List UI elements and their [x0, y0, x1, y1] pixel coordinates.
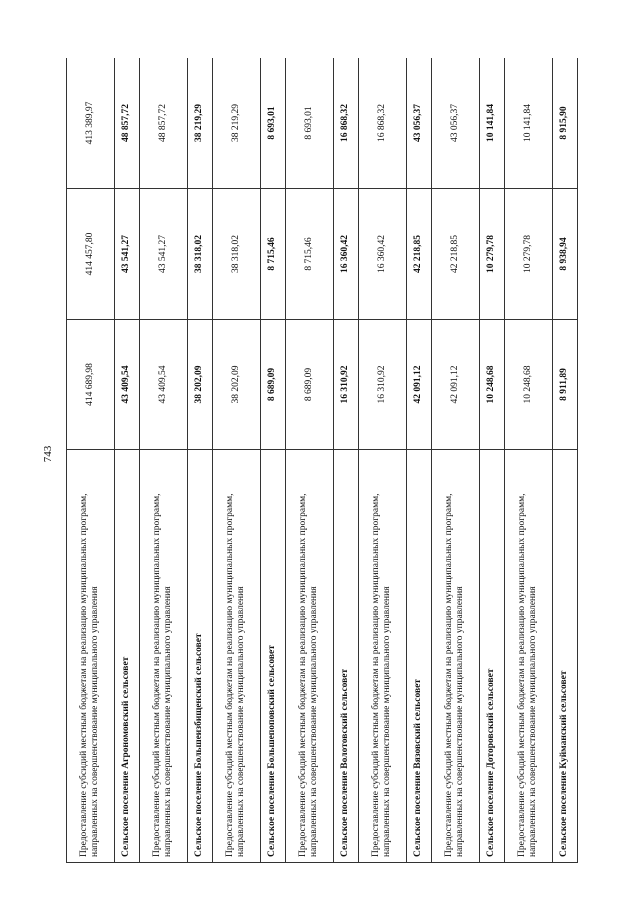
value-cell-1: 8 689,09: [285, 320, 333, 450]
value-cell-3: 48 857,72: [139, 58, 187, 189]
item-description-cell: Предоставление субсидий местным бюджетам на реализацию муниципальных программ, направленных на совершенствование муниципального управления: [504, 450, 552, 863]
value-cell-1: 10 248,68: [504, 320, 552, 450]
settlement-header-row: [406, 58, 431, 863]
value-cell-3: 8 693,01: [285, 58, 333, 189]
value-cell-1: 414 689,98: [67, 320, 115, 450]
table-body: [67, 58, 578, 863]
value-cell-1: 38 202,09: [187, 320, 212, 450]
item-description-cell: Предоставление субсидий местным бюджетам на реализацию муниципальных программ, направленных на совершенствование муниципального управления: [139, 450, 187, 863]
value-cell-3: 10 141,84: [504, 58, 552, 189]
page-number: 743: [42, 445, 54, 463]
subsidy-item-row: [504, 58, 552, 863]
item-description-cell: Предоставление субсидий местным бюджетам на реализацию муниципальных программ, направленных на совершенствование муниципального управления: [431, 450, 479, 863]
value-cell-2: 16 360,42: [333, 189, 358, 320]
settlement-header-row: [114, 58, 139, 863]
value-cell-2: 42 218,85: [431, 189, 479, 320]
settlement-name-cell: Сельское поселение Большепоповский сельсовет: [260, 450, 285, 863]
subsidy-item-row: [67, 58, 115, 863]
value-cell-2: 43 541,27: [139, 189, 187, 320]
subsidy-item-row: [212, 58, 260, 863]
value-cell-3: 43 056,37: [431, 58, 479, 189]
settlement-header-row: [333, 58, 358, 863]
value-cell-1: 43 409,54: [114, 320, 139, 450]
value-cell-2: 10 279,78: [479, 189, 504, 320]
subsidy-item-row: [358, 58, 406, 863]
settlement-header-row: [479, 58, 504, 863]
value-cell-2: 10 279,78: [504, 189, 552, 320]
value-cell-1: 38 202,09: [212, 320, 260, 450]
settlement-name-cell: Сельское поселение Волотовский сельсовет: [333, 450, 358, 863]
item-description-cell: Предоставление субсидий местным бюджетам на реализацию муниципальных программ, направленных на совершенствование муниципального управления: [212, 450, 260, 863]
value-cell-1: 8 911,89: [552, 320, 577, 450]
budget-table: [66, 58, 578, 863]
value-cell-1: 8 689,09: [260, 320, 285, 450]
value-cell-3: 38 219,29: [212, 58, 260, 189]
settlement-name-cell: Сельское поселение Вязовский сельсовет: [406, 450, 431, 863]
subsidy-item-row: [139, 58, 187, 863]
value-cell-3: 8 915,90: [552, 58, 577, 189]
value-cell-2: 8 715,46: [285, 189, 333, 320]
value-cell-3: 38 219,29: [187, 58, 212, 189]
value-cell-3: 8 693,01: [260, 58, 285, 189]
value-cell-2: 414 457,80: [67, 189, 115, 320]
settlement-header-row: [260, 58, 285, 863]
subsidy-item-row: [431, 58, 479, 863]
settlement-name-cell: Сельское поселение Большеизбищенский сельсовет: [187, 450, 212, 863]
value-cell-1: 42 091,12: [431, 320, 479, 450]
settlement-name-cell: Сельское поселение Доторовский сельсовет: [479, 450, 504, 863]
settlement-name-cell: Сельское поселение Агрономовский сельсовет: [114, 450, 139, 863]
settlement-name-cell: Сельское поселение Куйманский сельсовет: [552, 450, 577, 863]
settlement-header-row: [187, 58, 212, 863]
value-cell-2: 43 541,27: [114, 189, 139, 320]
value-cell-3: 16 868,32: [358, 58, 406, 189]
value-cell-2: 42 218,85: [406, 189, 431, 320]
value-cell-1: 10 248,68: [479, 320, 504, 450]
item-description-cell: Предоставление субсидий местным бюджетам на реализацию муниципальных программ, направленных на совершенствование муниципального управления: [285, 450, 333, 863]
value-cell-2: 8 938,94: [552, 189, 577, 320]
value-cell-2: 16 360,42: [358, 189, 406, 320]
item-description-cell: Предоставление субсидий местным бюджетам на реализацию муниципальных программ, направленных на совершенствование муниципального управления: [67, 450, 115, 863]
settlement-header-row: [552, 58, 577, 863]
value-cell-1: 16 310,92: [358, 320, 406, 450]
value-cell-3: 43 056,37: [406, 58, 431, 189]
value-cell-3: 10 141,84: [479, 58, 504, 189]
table-container: [66, 58, 578, 863]
value-cell-3: 413 389,97: [67, 58, 115, 189]
value-cell-1: 16 310,92: [333, 320, 358, 450]
rotated-table-frame: [66, 58, 578, 863]
value-cell-3: 16 868,32: [333, 58, 358, 189]
value-cell-3: 48 857,72: [114, 58, 139, 189]
subsidy-item-row: [285, 58, 333, 863]
value-cell-1: 42 091,12: [406, 320, 431, 450]
item-description-cell: Предоставление субсидий местным бюджетам на реализацию муниципальных программ, направленных на совершенствование муниципального управления: [358, 450, 406, 863]
value-cell-2: 38 318,02: [212, 189, 260, 320]
value-cell-1: 43 409,54: [139, 320, 187, 450]
value-cell-2: 8 715,46: [260, 189, 285, 320]
value-cell-2: 38 318,02: [187, 189, 212, 320]
